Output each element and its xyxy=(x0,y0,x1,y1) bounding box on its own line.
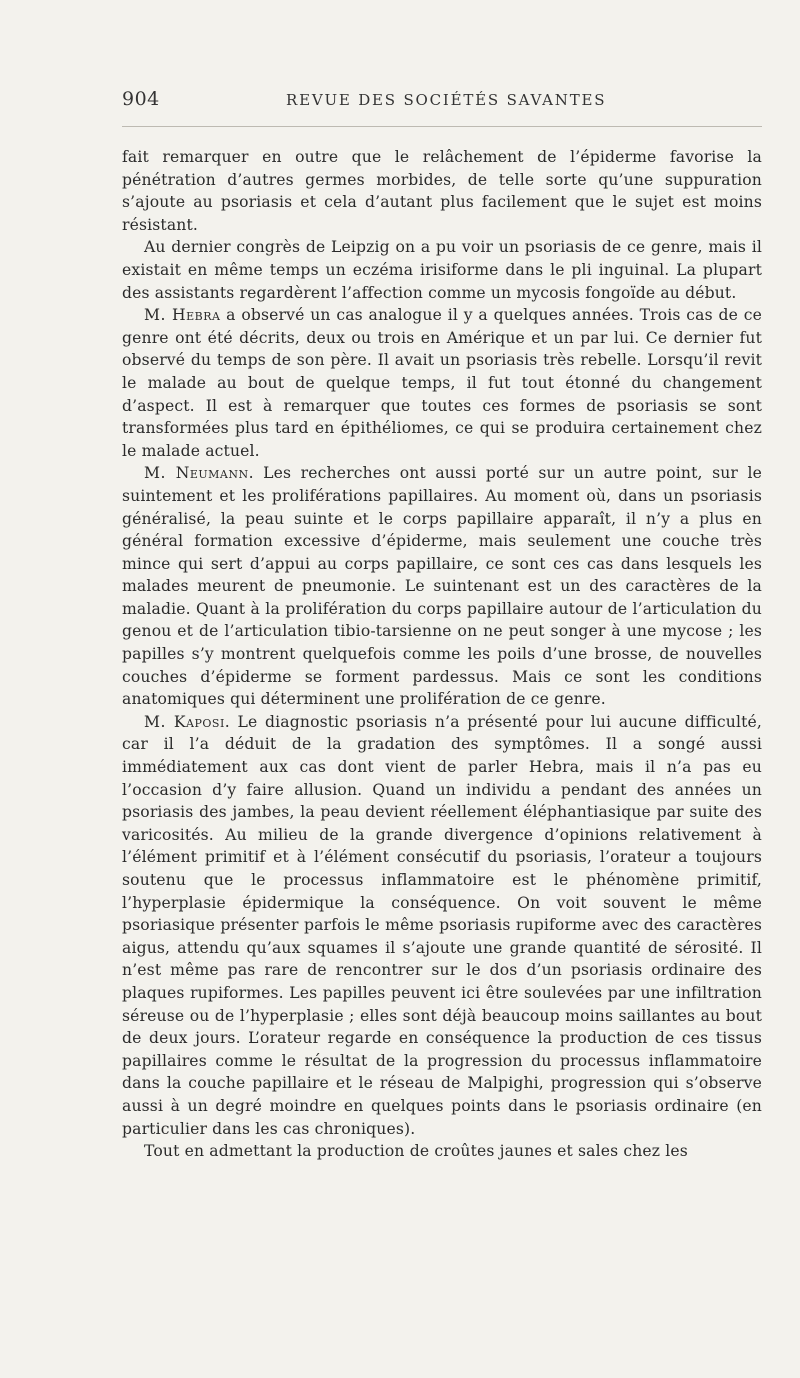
paragraph-neumann xyxy=(122,462,762,711)
paragraph-text: a observé un cas analogue il y a quelques années. Trois cas de ce genre ont été décrits, deux ou trois en Amérique et un par lui. Ce dernier fut observé du temps de son père. Il avait un psoriasis très rebelle. Lorsqu’il revit le malade au bout de quelque temps, il fut tout étonné du changement d’aspect. Il est à remarquer que toutes ces formes de psoriasis se sont transformées plus tard en épithéliomes, ce qui se produira certainement chez le malade actuel. xyxy=(122,306,762,460)
paragraph-hebra xyxy=(122,304,762,462)
paragraph-kaposi xyxy=(122,711,762,1140)
speaker-name: M. Neumann xyxy=(144,464,249,483)
paragraph-final xyxy=(122,1140,762,1163)
paragraph-text: fait remarquer en outre que le relâchement de l’épiderme favorise la pénétration d’autres germes morbides, de telle sorte qu’une suppuration s’ajoute au psoriasis et cela d’autant plus facilement que le sujet est moins résistant. xyxy=(122,148,762,234)
page-number: 904 xyxy=(122,88,160,110)
paragraph-text: Au dernier congrès de Leipzig on a pu voir un psoriasis de ce genre, mais il existait en même temps un eczéma irisiforme dans le pli inguinal. La plupart des assistants regardèrent l’affection comme un mycosis fongoïde au début. xyxy=(122,238,762,302)
paragraph-text: Tout en admettant la production de croûtes jaunes et sales chez les xyxy=(144,1142,688,1161)
running-title: REVUE DES SOCIÉTÉS SAVANTES xyxy=(286,91,607,109)
page-header xyxy=(122,88,762,114)
paragraph-text: . Les recherches ont aussi porté sur un autre point, sur le suintement et les proliférations papillaires. Au moment où, dans un psoriasis généralisé, la peau suinte et le corps papillaire apparaît, il n’y a plus en général formation excessive d’épiderme, mais seulement une couche très mince qui sert d’appui au corps papillaire, ce sont ces cas dans lesquels les malades meurent de pneumonie. Le suintenant est un des caractères de la maladie. Quant à la prolifération du corps papillaire autour de l’articulation du genou et de l’articulation tibio-tarsienne on ne peut songer à une mycose ; les papilles s’y montrent quelquefois comme les poils d’une brosse, de nouvelles couches d’épiderme se forment pardessus. Mais ce sont les conditions anatomiques qui déterminent une prolifération de ce genre. xyxy=(122,464,762,709)
paragraph-continuation xyxy=(122,146,762,236)
paragraph-text: . Le diagnostic psoriasis n’a présenté pour lui aucune difficulté, car il l’a déduit de la gradation des symptômes. Il a songé aussi immédiatement aux cas dont vient de parler Hebra, mais il n’a pas eu l’occasion d’y faire allusion. Quand un individu a pendant des années un psoriasis des jambes, la peau devient réellement éléphantiasique par suite des varicosités. Au milieu de la grande divergence d’opinions relativement à l’élément primitif et à l’élément consécutif du psoriasis, l’orateur a toujours soutenu que le processus inflammatoire est le phénomène primitif, l’hyperplasie épidermique la conséquence. On voit souvent le même psoriasique présenter parfois le même psoriasis rupiforme avec des caractères aigus, attendu qu’aux squames il s’ajoute une grande quantité de sérosité. Il n’est même pas rare de rencontrer sur le dos d’un psoriasis ordinaire des plaques rupiformes. Les papilles peuvent ici être soulevées par une infiltration séreuse ou de l’hyperplasie ; elles sont déjà beaucoup moins saillantes au bout de deux jours. L’orateur regarde en conséquence la production de ces tissus papillaires comme le résultat de la progression du processus inflammatoire dans la couche papillaire et le réseau de Malpighi, progression qui s’observe aussi à un degré moindre en quelques points dans le psoriasis ordinaire (en particulier dans les cas chroniques). xyxy=(122,712,762,1138)
speaker-name: M. Kaposi xyxy=(144,712,225,731)
speaker-name: M. Hebra xyxy=(144,306,221,325)
paragraph-leipzig xyxy=(122,236,762,304)
header-divider xyxy=(122,126,762,127)
article-body xyxy=(122,146,762,1163)
